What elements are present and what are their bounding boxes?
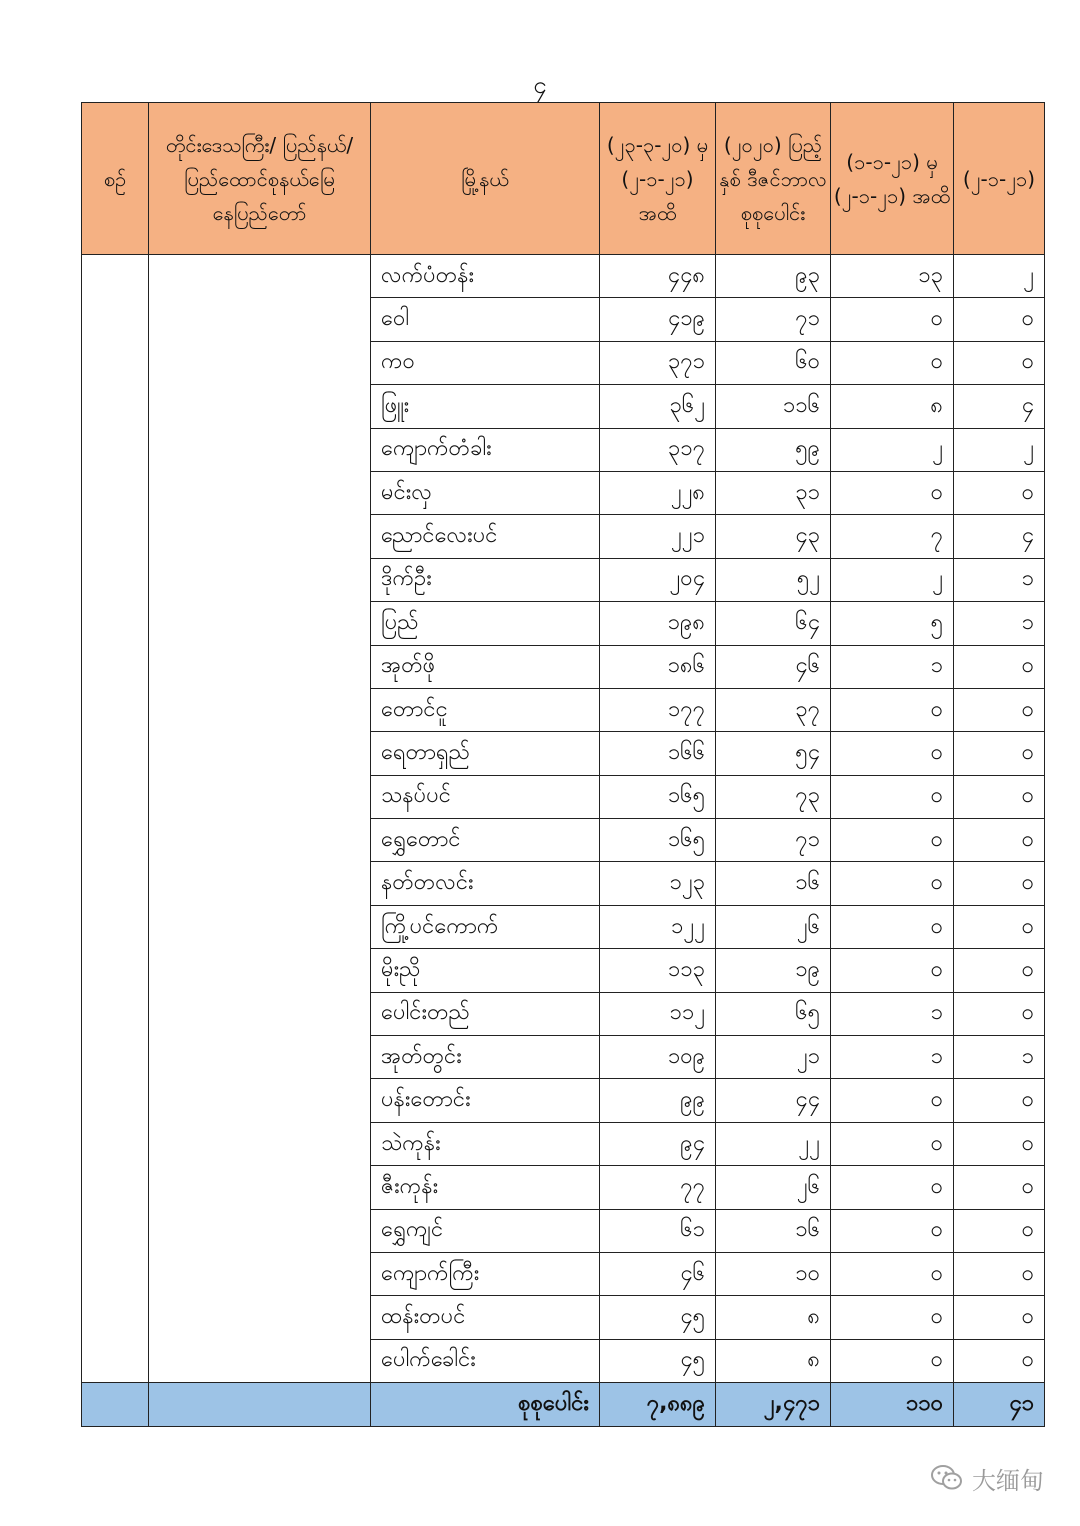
header-township: မြို့နယ် xyxy=(371,103,600,255)
total-region-cell xyxy=(149,1383,371,1427)
header-region: တိုင်းဒေသကြီး/ ပြည်နယ်/ ပြည်ထောင်စုနယ်မြေ နေပြည်တော် xyxy=(149,103,371,255)
period-1-cell: ၃၁၇ xyxy=(600,428,716,471)
period-1-cell: ၂၂၈ xyxy=(600,471,716,514)
township-cell: ကျောက်တံခါး xyxy=(371,428,600,471)
december-total-cell: ၂၂ xyxy=(716,1122,831,1165)
period-1-cell: ၂၀၄ xyxy=(600,558,716,601)
township-cell: ဝေါ xyxy=(371,298,600,341)
period-1-cell: ၁၆၆ xyxy=(600,732,716,775)
december-total-cell: ၆၄ xyxy=(716,602,831,645)
table-row xyxy=(82,255,1045,298)
day-cell: ၀ xyxy=(954,471,1045,514)
day-cell: ၄ xyxy=(954,515,1045,558)
period-2-cell: ၀ xyxy=(831,775,954,818)
december-total-cell: ၇၁ xyxy=(716,298,831,341)
period-2-cell: ၂ xyxy=(831,558,954,601)
period-1-cell: ၁၂၂ xyxy=(600,905,716,948)
period-2-cell: ၀ xyxy=(831,949,954,992)
period-2-cell: ၁ xyxy=(831,992,954,1035)
day-cell: ၂ xyxy=(954,255,1045,298)
december-total-cell: ၄၄ xyxy=(716,1079,831,1122)
december-total-cell: ၅၂ xyxy=(716,558,831,601)
township-cell: နတ်တလင်း xyxy=(371,862,600,905)
wechat-icon xyxy=(930,1464,964,1492)
day-cell: ၀ xyxy=(954,732,1045,775)
township-cell: မိုးညို xyxy=(371,949,600,992)
header-serial: စဉ် xyxy=(82,103,149,255)
township-cell: ဒိုက်ဦး xyxy=(371,558,600,601)
serial-cell xyxy=(82,255,149,1383)
december-total-cell: ၂၆ xyxy=(716,905,831,948)
period-2-cell: ၀ xyxy=(831,1296,954,1339)
period-2-cell: ၀ xyxy=(831,862,954,905)
township-cell: ဇီးကုန်း xyxy=(371,1166,600,1209)
day-cell: ၀ xyxy=(954,1209,1045,1252)
period-1-cell: ၁၈၆ xyxy=(600,645,716,688)
december-total-cell: ၁၀ xyxy=(716,1252,831,1295)
township-cell: သဲကုန်း xyxy=(371,1122,600,1165)
december-total-cell: ၇၃ xyxy=(716,775,831,818)
header-december-total: (၂၀၂၀) ပြည့်နှစ် ဒီဇင်ဘာလ စုစုပေါင်း xyxy=(716,103,831,255)
period-1-cell: ၄၄၈ xyxy=(600,255,716,298)
december-total-cell: ၈ xyxy=(716,1339,831,1382)
period-2-cell: ၀ xyxy=(831,819,954,862)
header-period-1: (၂၃-၃-၂၀) မှ (၂-၁-၂၁) အထိ xyxy=(600,103,716,255)
day-cell: ၀ xyxy=(954,1122,1045,1165)
december-total-cell: ၁၆ xyxy=(716,862,831,905)
watermark-text: 大缅甸 xyxy=(972,1466,1044,1495)
period-2-cell: ၀ xyxy=(831,298,954,341)
december-total-cell: ၁၁၆ xyxy=(716,385,831,428)
township-cell: ပြည် xyxy=(371,602,600,645)
township-cell: မင်းလှ xyxy=(371,471,600,514)
period-2-cell: ၁ xyxy=(831,1036,954,1079)
header-day: (၂-၁-၂၁) xyxy=(954,103,1045,255)
watermark xyxy=(930,1460,1044,1496)
period-1-cell: ၉၄ xyxy=(600,1122,716,1165)
period-2-cell: ၀ xyxy=(831,341,954,384)
december-total-cell: ၉၃ xyxy=(716,255,831,298)
period-2-cell: ၀ xyxy=(831,688,954,731)
header-period-2: (၁-၁-၂၁) မှ (၂-၁-၂၁) အထိ xyxy=(831,103,954,255)
period-2-cell: ၀ xyxy=(831,1079,954,1122)
township-cell: ပေါင်းတည် xyxy=(371,992,600,1035)
period-2-cell: ၂ xyxy=(831,428,954,471)
day-cell: ၁ xyxy=(954,602,1045,645)
period-1-cell: ၄၅ xyxy=(600,1339,716,1382)
township-cell: ညောင်လေးပင် xyxy=(371,515,600,558)
period-2-cell: ၀ xyxy=(831,732,954,775)
day-cell: ၀ xyxy=(954,645,1045,688)
day-cell: ၀ xyxy=(954,905,1045,948)
december-total-cell: ၃၁ xyxy=(716,471,831,514)
period-2-cell: ၁ xyxy=(831,645,954,688)
township-cell: ရွှေတောင် xyxy=(371,819,600,862)
township-cell: အုတ်တွင်း xyxy=(371,1036,600,1079)
december-total-cell: ၂၁ xyxy=(716,1036,831,1079)
period-1-cell: ၂၂၁ xyxy=(600,515,716,558)
december-total-cell: ၄၆ xyxy=(716,645,831,688)
period-1-cell: ၇၇ xyxy=(600,1166,716,1209)
data-table xyxy=(81,102,1045,1427)
township-cell: အုတ်ဖို xyxy=(371,645,600,688)
december-total-cell: ၆၀ xyxy=(716,341,831,384)
period-1-cell: ၁၂၃ xyxy=(600,862,716,905)
day-cell: ၀ xyxy=(954,1079,1045,1122)
day-cell: ၀ xyxy=(954,688,1045,731)
total-row xyxy=(82,1383,1045,1427)
day-cell: ၀ xyxy=(954,341,1045,384)
total-period-1: ၇,၈၈၉ xyxy=(600,1383,716,1427)
period-2-cell: ၀ xyxy=(831,471,954,514)
township-cell: လက်ပံတန်း xyxy=(371,255,600,298)
day-cell: ၀ xyxy=(954,298,1045,341)
period-1-cell: ၄၆ xyxy=(600,1252,716,1295)
period-2-cell: ၀ xyxy=(831,905,954,948)
township-cell: ရွှေကျင် xyxy=(371,1209,600,1252)
december-total-cell: ၅၄ xyxy=(716,732,831,775)
period-2-cell: ၀ xyxy=(831,1209,954,1252)
period-1-cell: ၃၆၂ xyxy=(600,385,716,428)
period-1-cell: ၄၅ xyxy=(600,1296,716,1339)
period-1-cell: ၆၁ xyxy=(600,1209,716,1252)
day-cell: ၀ xyxy=(954,949,1045,992)
total-day: ၄၁ xyxy=(954,1383,1045,1427)
period-2-cell: ၀ xyxy=(831,1122,954,1165)
total-label: စုစုပေါင်း xyxy=(371,1383,600,1427)
total-period-2: ၁၁၀ xyxy=(831,1383,954,1427)
day-cell: ၀ xyxy=(954,819,1045,862)
period-2-cell: ၀ xyxy=(831,1166,954,1209)
day-cell: ၀ xyxy=(954,862,1045,905)
period-2-cell: ၇ xyxy=(831,515,954,558)
period-1-cell: ၉၉ xyxy=(600,1079,716,1122)
day-cell: ၀ xyxy=(954,775,1045,818)
region-cell xyxy=(149,255,371,1383)
page-number: ၄ xyxy=(533,71,547,99)
december-total-cell: ၆၅ xyxy=(716,992,831,1035)
day-cell: ၀ xyxy=(954,1296,1045,1339)
township-cell: တောင်ငူ xyxy=(371,688,600,731)
period-1-cell: ၃၇၁ xyxy=(600,341,716,384)
day-cell: ၁ xyxy=(954,558,1045,601)
december-total-cell: ၃၇ xyxy=(716,688,831,731)
period-2-cell: ၅ xyxy=(831,602,954,645)
total-december: ၂,၄၇၁ xyxy=(716,1383,831,1427)
township-cell: ကျောက်ကြီး xyxy=(371,1252,600,1295)
day-cell: ၀ xyxy=(954,1166,1045,1209)
period-1-cell: ၄၁၉ xyxy=(600,298,716,341)
period-2-cell: ၈ xyxy=(831,385,954,428)
december-total-cell: ၇၁ xyxy=(716,819,831,862)
township-cell: ထန်းတပင် xyxy=(371,1296,600,1339)
township-cell: ကဝ xyxy=(371,341,600,384)
township-cell: ပန်းတောင်း xyxy=(371,1079,600,1122)
township-cell: ပေါက်ခေါင်း xyxy=(371,1339,600,1382)
day-cell: ၂ xyxy=(954,428,1045,471)
header-row xyxy=(82,103,1045,255)
period-1-cell: ၁၁၃ xyxy=(600,949,716,992)
township-cell: ရေတာရှည် xyxy=(371,732,600,775)
december-total-cell: ၁၆ xyxy=(716,1209,831,1252)
period-1-cell: ၁၆၅ xyxy=(600,775,716,818)
december-total-cell: ၈ xyxy=(716,1296,831,1339)
total-serial-cell xyxy=(82,1383,149,1427)
december-total-cell: ၄၃ xyxy=(716,515,831,558)
period-2-cell: ၁၃ xyxy=(831,255,954,298)
day-cell: ၄ xyxy=(954,385,1045,428)
day-cell: ၁ xyxy=(954,1036,1045,1079)
december-total-cell: ၁၉ xyxy=(716,949,831,992)
december-total-cell: ၂၆ xyxy=(716,1166,831,1209)
township-cell: ဖြူး xyxy=(371,385,600,428)
period-1-cell: ၁၀၉ xyxy=(600,1036,716,1079)
period-2-cell: ၀ xyxy=(831,1339,954,1382)
december-total-cell: ၅၉ xyxy=(716,428,831,471)
period-1-cell: ၁၉၈ xyxy=(600,602,716,645)
period-1-cell: ၁၇၇ xyxy=(600,688,716,731)
township-cell: ကြို့ပင်ကောက် xyxy=(371,905,600,948)
period-2-cell: ၀ xyxy=(831,1252,954,1295)
township-cell: သနပ်ပင် xyxy=(371,775,600,818)
day-cell: ၀ xyxy=(954,992,1045,1035)
period-1-cell: ၁၁၂ xyxy=(600,992,716,1035)
day-cell: ၀ xyxy=(954,1252,1045,1295)
day-cell: ၀ xyxy=(954,1339,1045,1382)
period-1-cell: ၁၆၅ xyxy=(600,819,716,862)
